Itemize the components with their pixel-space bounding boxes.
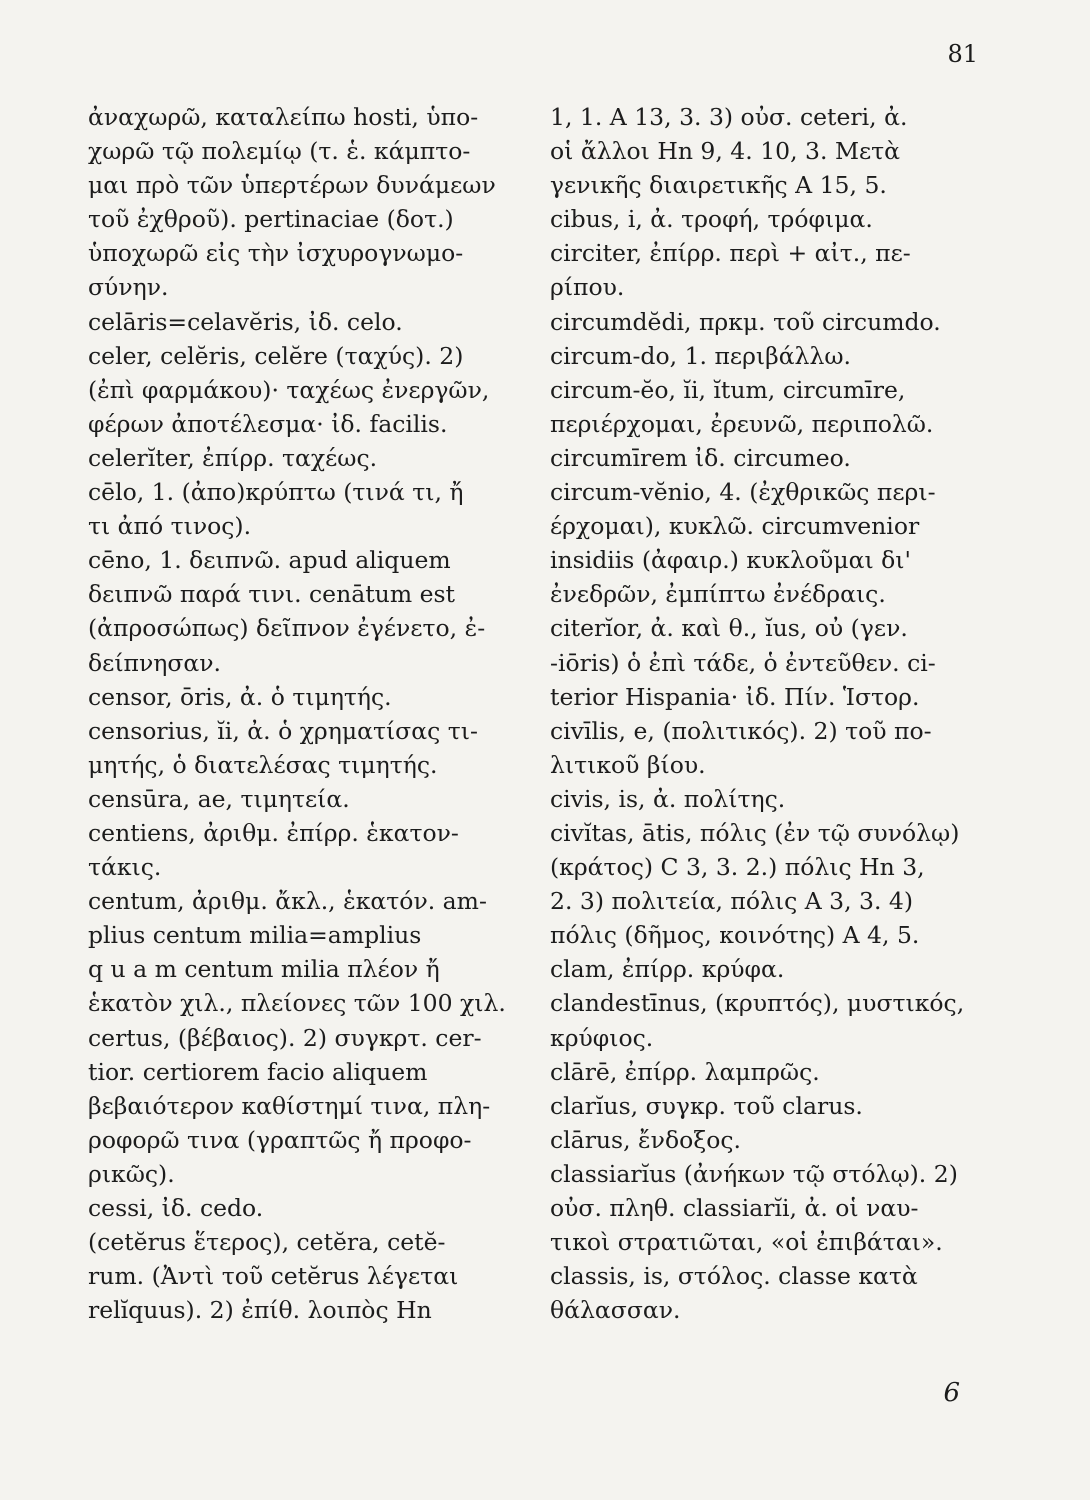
text-line: πόλις (δῆμος, κοινότης) A 4, 5. [550, 921, 920, 950]
text-line: circumdĕdi, πρκμ. τοῦ circumdo. [550, 307, 941, 336]
text-line: clam, ἐπίρρ. κρύφα. [550, 955, 785, 984]
text-line: -iōris) ὁ ἐπὶ τάδε, ὁ ἐντεῦθεν. ci- [550, 648, 936, 677]
text-line: τοῦ ἐχθροῦ). pertinaciae (δοτ.) [88, 205, 454, 234]
text-line: ρικῶς). [88, 1159, 175, 1188]
text-line: cessi, ἰδ. cedo. [88, 1194, 264, 1222]
right-column [550, 100, 980, 1327]
text-line: centiens, ἀριθμ. ἐπίρρ. ἑκατον- [88, 818, 459, 847]
text-line: λιτικοῦ βίου. [550, 750, 706, 779]
text-line: χωρῶ τῷ πολεμίῳ (τ. ἑ. κάμπτο- [88, 137, 471, 166]
text-line: celāris=celavĕris, ἰδ. celo. [88, 307, 403, 336]
text-line: centum, ἀριθμ. ἄκλ., ἑκατόν. am- [88, 887, 487, 916]
text-line: q u a m centum milia πλέον ἤ [88, 955, 440, 984]
text-line: μητής, ὁ διατελέσας τιμητής. [88, 750, 438, 779]
text-line: φέρων ἀποτέλεσμα· ἰδ. facilis. [88, 409, 448, 438]
text-line: ὑποχωρῶ εἰς τὴν ἰσχυρογνωμο- [88, 239, 464, 268]
text-line: citerĭor, ἀ. καὶ θ., ĭus, οὐ (γεν. [550, 614, 908, 643]
text-line: ἑκατὸν χιλ., πλείονες τῶν 100 χιλ. [88, 989, 506, 1018]
text-line: circum-do, 1. περιβάλλω. [550, 341, 851, 370]
text-line: civīlis, e, (πολιτικός). 2) τοῦ πο- [550, 716, 932, 745]
text-line: 2. 3) πολιτεία, πόλις A 3, 3. 4) [550, 887, 914, 916]
text-line: censorius, ĭi, ἀ. ὁ χρηματίσας τι- [88, 716, 478, 745]
text-line: cibus, i, ἀ. τροφή, τρόφιμα. [550, 205, 873, 234]
left-column [88, 100, 518, 1327]
text-line: tior. certiorem facio aliquem [88, 1057, 428, 1086]
text-line: βεβαιότερον καθίστημί τινα, πλη- [88, 1091, 491, 1120]
text-line: τικοὶ στρατιῶται, «οἱ ἐπιβάται». [550, 1228, 943, 1257]
text-line: celer, celĕris, celĕre (ταχύς). 2) [88, 341, 464, 370]
text-line: censūra, ae, τιμητεία. [88, 784, 350, 813]
text-line: τι ἀπό τινος). [88, 512, 252, 541]
text-line: περιέρχομαι, ἐρευνῶ, περιπολῶ. [550, 409, 934, 438]
text-line: οὐσ. πληθ. classiarĭi, ἀ. οἱ ναυ- [550, 1194, 919, 1222]
text-line: τάκις. [88, 853, 162, 882]
text-line: σύνην. [88, 273, 169, 302]
text-line: clandestīnus, (κρυπτός), μυστικός, [550, 989, 965, 1018]
text-line: censor, ōris, ἀ. ὁ τιμητής. [88, 682, 392, 711]
signature-mark: 6 [943, 1378, 960, 1408]
text-line: cēlo, 1. (ἀπο)κρύπτω (τινά τι, ἤ [88, 478, 464, 507]
text-line: θάλασσαν. [550, 1296, 681, 1325]
text-line: terior Hispania· ἰδ. Πίν. Ἱστορ. [550, 682, 920, 711]
page-number: 81 [947, 40, 978, 68]
text-line: cēno, 1. δειπνῶ. apud aliquem [88, 546, 451, 575]
text-line: circum-ĕo, ĭi, ĭtum, circumīre, [550, 375, 906, 404]
text-line: insidiis (ἀφαιρ.) κυκλοῦμαι δι' [550, 546, 911, 575]
text-line: οἱ ἄλλοι Hn 9, 4. 10, 3. Μετὰ [550, 137, 901, 166]
text-line: ροφορῶ τινα (γραπτῶς ἤ προφο- [88, 1125, 472, 1154]
text-line: δείπνησαν. [88, 648, 222, 677]
text-line: (ἐπὶ φαρμάκου)· ταχέως ἐνεργῶν, [88, 375, 490, 404]
text-line: rum. (Ἀντὶ τοῦ cetĕrus λέγεται [88, 1262, 459, 1291]
text-line: civĭtas, ātis, πόλις (ἐν τῷ συνόλῳ) [550, 818, 960, 847]
text-line: celerĭter, ἐπίρρ. ταχέως. [88, 443, 378, 472]
text-line: (κράτος) C 3, 3. 2.) πόλις Hn 3, [550, 853, 925, 882]
text-line: clārē, ἐπίρρ. λαμπρῶς. [550, 1057, 820, 1086]
text-line: clārus, ἔνδοξος. [550, 1125, 741, 1154]
text-line: relĭquus). 2) ἐπίθ. λοιπὸς Hn [88, 1296, 432, 1325]
text-line: (cetĕrus ἕτερος), cetĕra, cetĕ- [88, 1228, 446, 1257]
text-line: κρύφιος. [550, 1023, 654, 1052]
text-line: clarĭus, συγκρ. τοῦ clarus. [550, 1091, 863, 1120]
text-line: ρίπου. [550, 273, 625, 302]
text-line: classiarĭus (ἀνήκων τῷ στόλῳ). 2) [550, 1159, 958, 1188]
text-line: classis, is, στόλος. classe κατὰ [550, 1262, 918, 1291]
text-line: ἀναχωρῶ, καταλείπω hosti, ὑπο- [88, 103, 479, 131]
text-line: δειπνῶ παρά τινι. cenātum est [88, 580, 455, 609]
text-line: circum-vĕnio, 4. (ἐχθρικῶς περι- [550, 478, 936, 507]
text-line: ἐνεδρῶν, ἐμπίπτω ἐνέδραις. [550, 580, 886, 609]
text-line: civis, is, ἀ. πολίτης. [550, 784, 786, 813]
text-line: (ἀπροσώπως) δεῖπνον ἐγένετο, ἐ- [88, 614, 486, 643]
text-line: certus, (βέβαιος). 2) συγκρτ. cer- [88, 1023, 482, 1052]
text-line: γενικῆς διαιρετικῆς A 15, 5. [550, 171, 887, 200]
text-line: έρχομαι), κυκλῶ. circumvenior [550, 512, 920, 541]
text-line: plius centum milia=amplius [88, 921, 422, 950]
text-line: μαι πρὸ τῶν ὑπερτέρων δυνάμεων [88, 171, 496, 200]
text-line: 1, 1. A 13, 3. 3) οὐσ. ceteri, ἀ. [550, 103, 908, 131]
text-line: circiter, ἐπίρρ. περὶ + αἰτ., πε- [550, 239, 911, 268]
text-line: circumīrem ἰδ. circumeo. [550, 443, 851, 472]
